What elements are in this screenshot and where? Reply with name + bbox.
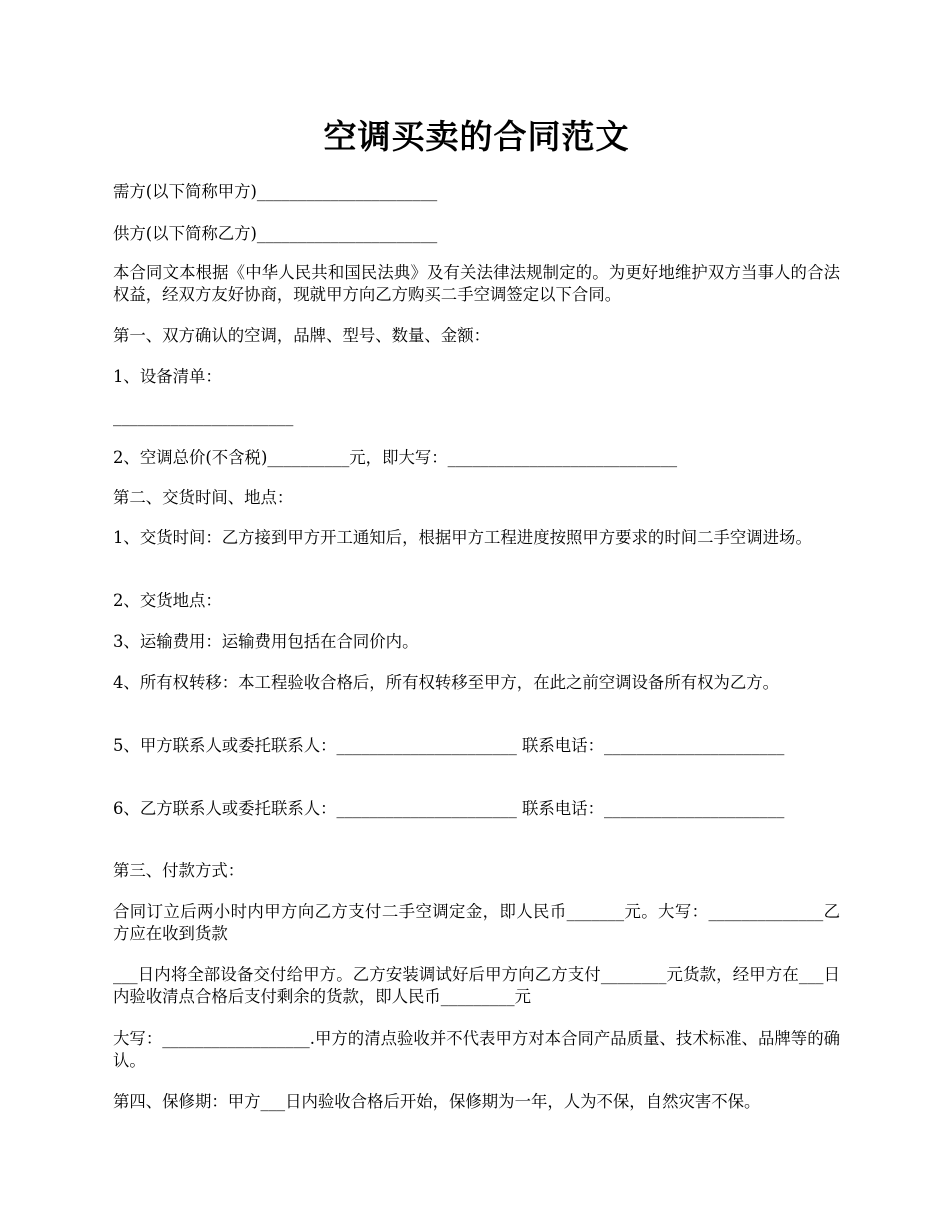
total-price-line: 2、空调总价(不含税)__________元，即大写：____________________________ [113, 448, 678, 467]
section-1-heading: 第一、双方确认的空调，品牌、型号、数量、金额： [113, 326, 490, 345]
document-page [113, 0, 840, 1230]
party-b-line: 供方(以下简称乙方)______________________ [113, 224, 438, 243]
payment-balance-paragraph: ___日内将全部设备交付给甲方。乙方安装调试好后甲方向乙方支付________元货款，经甲方在___日内验收清点合格后支付剩余的货款，即人民币_________元 [113, 965, 840, 1006]
delivery-place-line: 2、交货地点： [113, 591, 222, 610]
section-2-heading: 第二、交货时间、地点： [113, 488, 294, 507]
party-b-contact-paragraph: 6、乙方联系人或委托联系人：______________________ 联系电话：______________________ [113, 799, 785, 818]
party-a-contact-paragraph: 5、甲方联系人或委托联系人：______________________ 联系电话：______________________ [113, 736, 785, 755]
delivery-time-paragraph: 1、交货时间：乙方接到甲方开工通知后，根据甲方工程进度按照甲方要求的时间二手空调进场。 [113, 528, 812, 547]
equipment-list-blank: ______________________ [113, 407, 294, 426]
transport-cost-line: 3、运输费用：运输费用包括在合同价内。 [113, 632, 419, 651]
section-3-heading: 第三、付款方式： [113, 861, 245, 880]
section-4-warranty-line: 第四、保修期：甲方___日内验收合格后开始，保修期为一年，人为不保，自然灾害不保。 [113, 1092, 761, 1111]
payment-deposit-paragraph: 合同订立后两小时内甲方向乙方支付二手空调定金，即人民币_______元。大写：______________乙方应在收到货款 [113, 902, 840, 943]
document-title: 空调买卖的合同范文 [323, 117, 630, 156]
equipment-list-label: 1、设备清单： [113, 367, 222, 386]
party-a-line: 需方(以下简称甲方)______________________ [113, 182, 438, 201]
preamble-paragraph: 本合同文本根据《中华人民共和国民法典》及有关法律法规制定的。为更好地维护双方当事人的合法权益，经双方友好协商，现就甲方向乙方购买二手空调签定以下合同。 [113, 263, 840, 304]
ownership-transfer-paragraph: 4、所有权转移：本工程验收合格后，所有权转移至甲方，在此之前空调设备所有权为乙方。 [113, 673, 780, 692]
payment-amount-words-paragraph: 大写：__________________.甲方的清点验收并不代表甲方对本合同产品质量、技术标准、品牌等的确认。 [113, 1029, 840, 1070]
